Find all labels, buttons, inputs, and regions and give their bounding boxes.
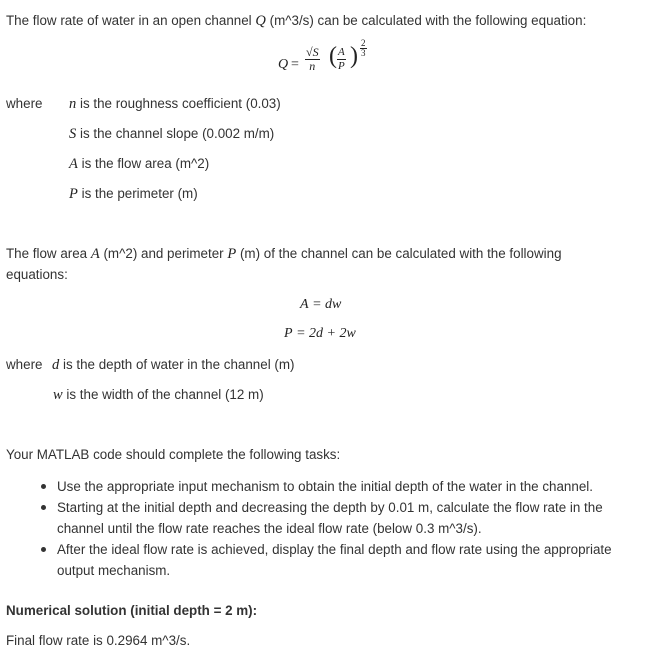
where2-item-d: [52, 357, 294, 374]
where1-item-a: [69, 156, 209, 173]
area-intro-v2: P: [227, 246, 237, 262]
area-equation: [300, 297, 341, 313]
task-item: Use the appropriate input mechanism to obtain the initial depth of the water in the channel.: [40, 476, 640, 497]
eq-q-right-paren: ): [350, 43, 358, 69]
tasks-intro: Your MATLAB code should complete the following tasks:: [6, 447, 341, 462]
area-intro-line-1: [6, 246, 562, 263]
desc-d: is the depth of water in the channel (m): [62, 357, 295, 372]
where-label-2: where: [6, 357, 43, 372]
desc-w: is the width of the channel (12 m): [66, 387, 264, 402]
area-eq-lhs: A: [300, 297, 309, 312]
eq-q-exp-den: 3: [361, 48, 366, 58]
where2-item-w: [53, 387, 264, 404]
eq-q-exp-num: 2: [361, 38, 366, 48]
tasks-list: [40, 476, 640, 581]
intro-text-before: The flow rate of water in an open channel: [6, 13, 252, 28]
where1-item-n: [69, 96, 281, 113]
task-item: Starting at the initial depth and decreasing the depth by 0.01 m, calculate the flow rate in the channel until the flow rate reaches the ideal flow rate (below 0.3 m^3/s).: [40, 497, 640, 539]
var-a: A: [69, 156, 78, 172]
var-d: d: [52, 357, 60, 373]
eq-q-numerator: √S: [306, 45, 319, 59]
eq-q-inner-numerator: A: [338, 46, 345, 58]
where-label-1: where: [6, 96, 43, 111]
var-n: n: [69, 96, 77, 112]
desc-a: is the flow area (m^2): [81, 156, 210, 171]
eq-q-inner-fraction: [337, 46, 346, 73]
area-intro-t2: (m^2) and perimeter: [103, 246, 224, 261]
area-intro-t4: equations:: [6, 267, 68, 282]
area-intro-v1: A: [90, 246, 100, 262]
area-intro-t3: (m) of the channel can be calculated with the following: [239, 246, 562, 261]
where1-item-p: [69, 186, 198, 203]
desc-n: is the roughness coefficient (0.03): [79, 96, 281, 111]
perimeter-eq-lhs: P: [284, 326, 293, 341]
var-p: P: [69, 186, 78, 202]
desc-s: is the channel slope (0.002 m/m): [79, 126, 275, 141]
eq-q-lhs: Q: [278, 57, 289, 72]
var-w: w: [53, 387, 63, 403]
eq-q-denominator: n: [309, 59, 316, 73]
eq-q-exponent: [360, 39, 367, 58]
var-s: S: [69, 126, 77, 142]
where1-item-s: [69, 126, 274, 143]
eq-q-inner-denominator: P: [338, 60, 345, 72]
area-eq-rhs: = dw: [312, 297, 342, 312]
eq-q-fraction: [305, 46, 320, 73]
eq-q-equals: =: [291, 57, 299, 72]
perimeter-equation: [284, 326, 356, 342]
eq-q-left-paren: (: [329, 43, 337, 69]
intro-var-q: Q: [255, 13, 266, 29]
solution-result: Final flow rate is 0.2964 m^3/s.: [6, 633, 191, 648]
intro-text-after: (m^3/s) can be calculated with the following equation:: [269, 13, 587, 28]
desc-p: is the perimeter (m): [81, 186, 198, 201]
perimeter-eq-rhs: = 2d + 2w: [296, 326, 356, 341]
solution-heading: Numerical solution (initial depth = 2 m):: [6, 603, 258, 618]
area-intro-t1: The flow area: [6, 246, 88, 261]
task-item: After the ideal flow rate is achieved, display the final depth and flow rate using the appropriate output mechanism.: [40, 539, 640, 581]
intro-paragraph: [6, 13, 586, 30]
